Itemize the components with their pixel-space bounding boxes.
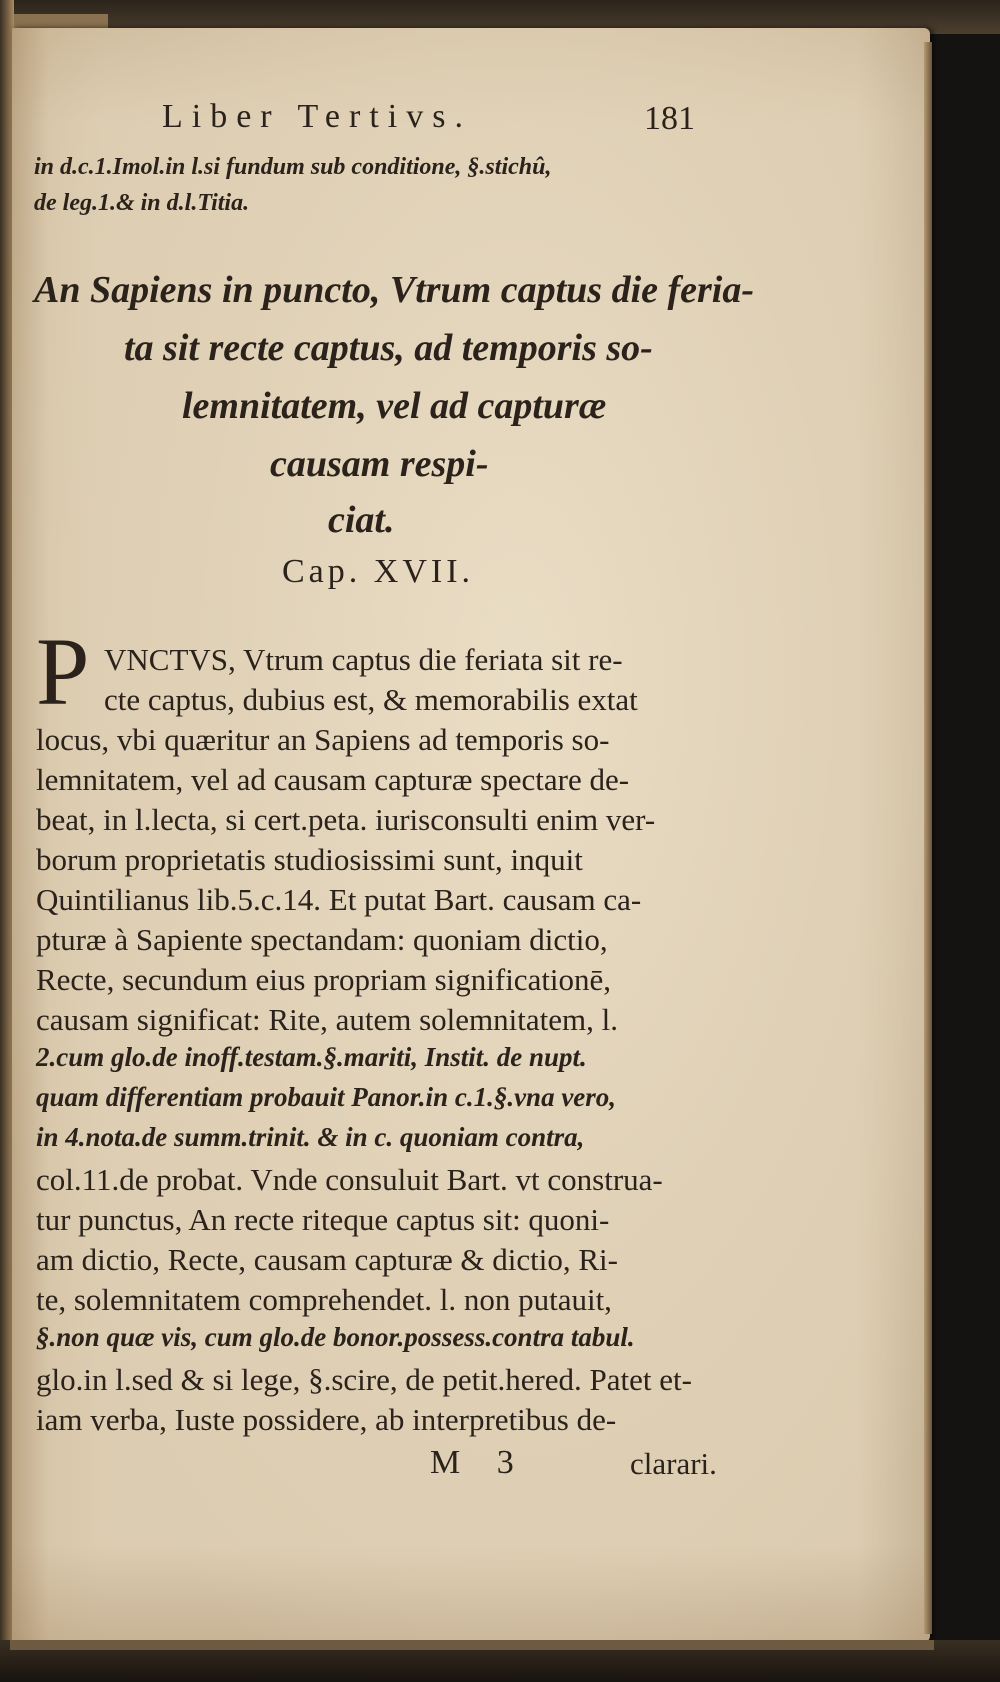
marginal-note-line: de leg.1.& in d.l.Titia.: [34, 190, 250, 216]
book-bottom-rule: [10, 1640, 934, 1650]
page-number: 181: [644, 100, 695, 137]
body-line: locus, vbi quæritur an Sapiens ad temporis so-: [36, 722, 610, 757]
chapter-title-line: ta sit recte captus, ad temporis so-: [124, 327, 653, 369]
page-fore-edge: [924, 42, 932, 1634]
body-line: am dictio, Recte, causam capturæ & dictio, Ri-: [36, 1242, 618, 1277]
body-line: glo.in l.sed & si lege, §.scire, de petit.hered. Patet et-: [36, 1362, 692, 1397]
body-line: VNCTVS, Vtrum captus die feriata sit re-: [104, 642, 623, 677]
body-line: in 4.nota.de summ.trinit. & in c. quoniam contra,: [36, 1122, 585, 1152]
body-line: Quintilianus lib.5.c.14. Et putat Bart. causam ca-: [36, 882, 642, 917]
body-line: tur punctus, An recte riteque captus sit: quoni-: [36, 1202, 610, 1237]
body-line: lemnitatem, vel ad causam capturæ spectare de-: [36, 762, 630, 797]
chapter-title-line: ciat.: [328, 499, 395, 541]
body-line: 2.cum glo.de inoff.testam.§.mariti, Instit. de nupt.: [36, 1042, 587, 1072]
signature-mark: M 3: [430, 1444, 514, 1481]
running-head-title: Liber Tertivs.: [162, 98, 472, 135]
marginal-note-line: in d.c.1.Imol.in l.si fundum sub conditione, §.stichû,: [34, 154, 552, 180]
chapter-number: Cap. XVII.: [282, 553, 475, 590]
body-line: beat, in l.lecta, si cert.peta. iurisconsulti enim ver-: [36, 802, 656, 837]
body-line: Recte, secundum eius propriam significationē,: [36, 962, 612, 997]
drop-cap: P: [36, 618, 90, 725]
body-line: causam significat: Rite, autem solemnitatem, l.: [36, 1002, 618, 1037]
body-line: te, solemnitatem comprehendet. l. non putauit,: [36, 1282, 612, 1317]
chapter-title-line: causam respi-: [270, 443, 489, 485]
body-line: borum proprietatis studiosissimi sunt, inquit: [36, 842, 583, 877]
chapter-title-line: lemnitatem, vel ad capturæ: [182, 385, 607, 427]
body-line: quam differentiam probauit Panor.in c.1.§.vna vero,: [36, 1082, 617, 1112]
catchword: clarari.: [630, 1446, 717, 1481]
body-line: iam verba, Iuste possidere, ab interpretibus de-: [36, 1402, 617, 1437]
body-line: cte captus, dubius est, & memorabilis extat: [104, 682, 638, 717]
book-page: [12, 28, 930, 1642]
body-line: pturæ à Sapiente spectandam: quoniam dictio,: [36, 922, 608, 957]
body-line: col.11.de probat. Vnde consuluit Bart. vt construa-: [36, 1162, 663, 1197]
chapter-title-line: An Sapiens in puncto, Vtrum captus die feria-: [34, 269, 755, 311]
body-line: §.non quæ vis, cum glo.de bonor.possess.contra tabul.: [36, 1322, 635, 1352]
